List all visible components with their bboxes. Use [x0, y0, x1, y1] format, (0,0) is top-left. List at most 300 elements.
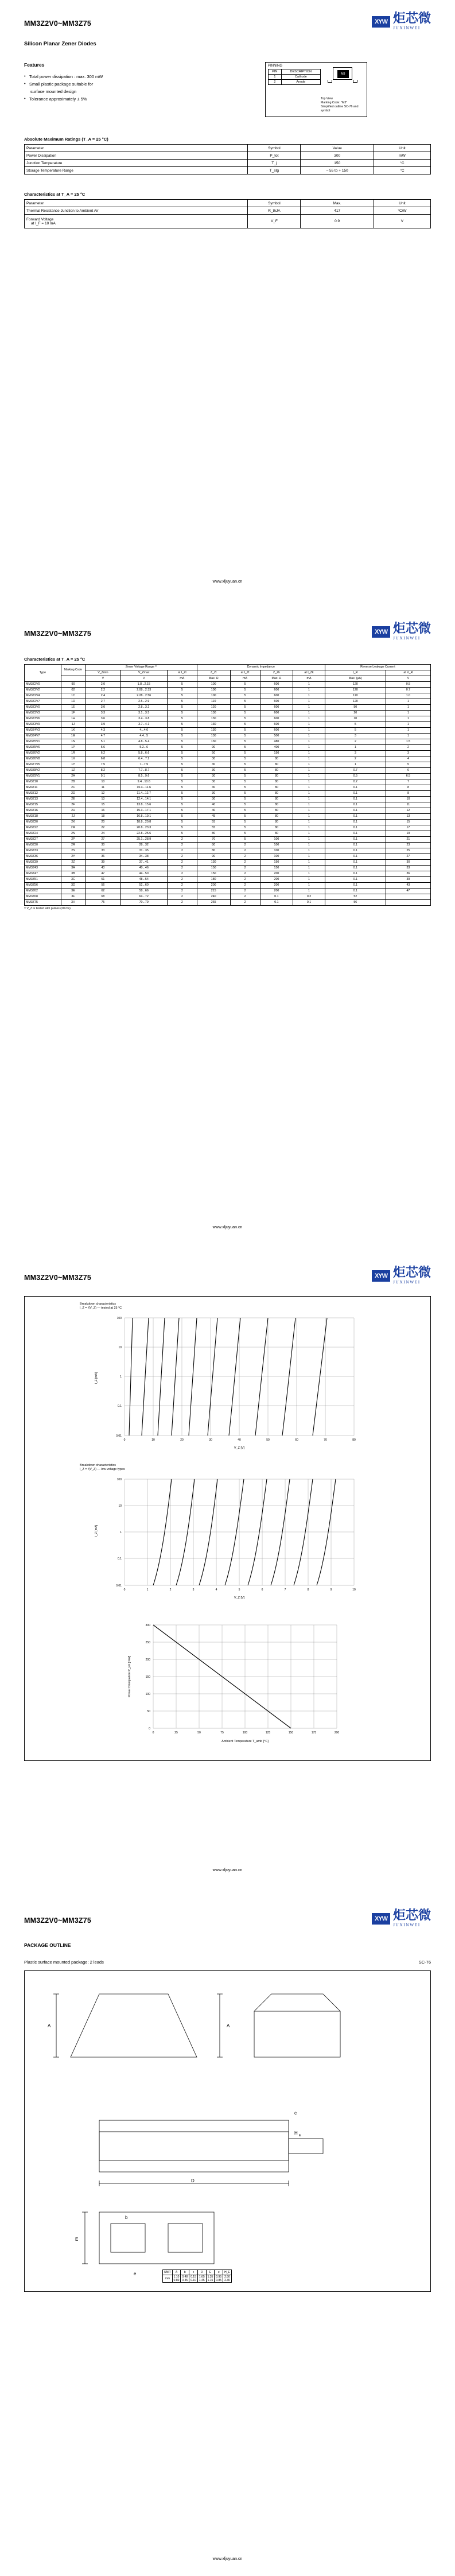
cell-value: 0.2: [293, 894, 325, 900]
table-row: [25, 814, 431, 820]
cell-value: 1: [293, 768, 325, 774]
cell-type: MM3Z16: [25, 808, 61, 814]
cell-type: MM3Z36: [25, 854, 61, 860]
cell-value: 0.1: [325, 837, 386, 843]
cell-unit: V: [374, 215, 430, 228]
svg-text:80: 80: [352, 1438, 356, 1442]
cell-value: 120: [325, 699, 386, 705]
cell-value: 5: [167, 739, 197, 745]
cell-value: 37...41: [120, 860, 167, 866]
unit-izt-cond: mA: [167, 676, 197, 682]
cell-value: 5: [230, 825, 260, 831]
unit-vzmin: V: [85, 676, 120, 682]
svg-text:150: 150: [145, 1675, 150, 1679]
col-symbol: Symbol: [248, 145, 301, 152]
cell-value: 1K: [61, 728, 85, 734]
cell-value: 47: [386, 889, 430, 894]
cell-value: 4.3: [85, 728, 120, 734]
cell-value: 150: [260, 860, 293, 866]
cell-value: 300: [301, 152, 374, 160]
table-row: [25, 848, 431, 854]
cell-value: 0.2: [325, 779, 386, 785]
chart-power-derating: [25, 1613, 430, 1757]
cell-value: 2: [167, 843, 197, 848]
page-title: MM3Z2V0~MM3Z75: [24, 630, 92, 638]
cell-value: 50: [197, 751, 230, 756]
svg-text:E: E: [75, 2237, 79, 2242]
unit-vr: V: [386, 676, 430, 682]
cell-value: 7: [386, 779, 430, 785]
list-item: [24, 95, 265, 103]
cell-value: 1: [293, 797, 325, 802]
cell-type: MM3Z5V1: [25, 739, 61, 745]
cell-value: 1: [293, 837, 325, 843]
svg-text:0: 0: [148, 1727, 150, 1731]
cell-value: 5: [167, 688, 197, 693]
cell-value: 1: [386, 705, 430, 711]
unit-izt: mA: [230, 676, 260, 682]
cell-value: 215: [197, 889, 230, 894]
cell-value: 2.4: [85, 693, 120, 699]
page-title: MM3Z2V0~MM3Z75: [24, 20, 92, 28]
cell-value: 62: [85, 889, 120, 894]
cell-value: 5: [230, 745, 260, 751]
cell-value: 33: [386, 866, 430, 871]
cell-type: MM3Z6V8: [25, 756, 61, 762]
cell-value: 1: [293, 843, 325, 848]
cell-value: 36: [386, 871, 430, 877]
cell-value: 11: [85, 785, 120, 791]
electrical-characteristics-body: [25, 682, 431, 906]
cell-value: 5.2...6: [120, 745, 167, 751]
table-row: [25, 756, 431, 762]
svg-text:40: 40: [237, 1438, 241, 1442]
cell-max: 417: [301, 207, 374, 215]
feature-text-2: Small plastic package suitable for: [29, 82, 94, 87]
table-row: [25, 791, 431, 797]
cell-value: 100: [197, 693, 230, 699]
cell-value: 600: [260, 705, 293, 711]
cell-value: 5: [230, 774, 260, 779]
cell-value: 5: [230, 705, 260, 711]
cell-type: MM3Z62: [25, 889, 61, 894]
cell-value: 0.7: [325, 768, 386, 774]
cell-value: 100: [260, 854, 293, 860]
cell-value: 5: [230, 779, 260, 785]
logo-chinese-name: 炬芯微: [392, 1266, 431, 1280]
unit-zzt: Max. Ω: [197, 676, 230, 682]
cell-value: 2: [167, 877, 197, 883]
chart3-ylabel: Power Dissipation P_tot [mW]: [127, 1655, 131, 1698]
company-logo: [372, 13, 431, 30]
cell-value: 4.7: [85, 734, 120, 739]
cell-value: 10: [325, 716, 386, 722]
package-drawing: [322, 67, 363, 83]
table-row: [25, 831, 431, 837]
sub-col-zzk: Z_Zk: [260, 670, 293, 676]
cell-value: 43: [386, 883, 430, 889]
cell-value: 3C: [61, 877, 85, 883]
cell-value: 2J: [61, 814, 85, 820]
cell-value: 40...46: [120, 866, 167, 871]
cell-value: 0.1: [325, 889, 386, 894]
electrical-characteristics-table: [24, 664, 431, 906]
cell-value: 31...35: [120, 848, 167, 854]
table-row: [25, 699, 431, 705]
cell-value: 2B: [61, 779, 85, 785]
cell-value: 1D: [61, 699, 85, 705]
cell-value: 80: [260, 768, 293, 774]
cell-value: 2: [230, 889, 260, 894]
cell-value: 2: [167, 894, 197, 900]
sub-col-izk: at I_Zk: [293, 670, 325, 676]
cell-value: 0.1: [325, 825, 386, 831]
chart2-svg: [84, 1473, 371, 1605]
dim-d: 1.65 1.45: [197, 2275, 206, 2283]
package-outline-svg: [25, 1971, 426, 2291]
col-value: Value: [301, 145, 374, 152]
svg-text:200: 200: [145, 1658, 150, 1662]
characteristics-table: [24, 199, 431, 228]
svg-text:50: 50: [197, 1731, 201, 1735]
list-item: [24, 73, 265, 80]
cell-value: 30: [85, 843, 120, 848]
cell-value: 80: [197, 831, 230, 837]
cell-value: 2S: [61, 848, 85, 854]
cell-value: 56: [85, 883, 120, 889]
cell-value: 30: [197, 762, 230, 768]
cell-type: MM3Z12: [25, 791, 61, 797]
cell-value: 130: [197, 728, 230, 734]
col-max: Max.: [301, 200, 374, 207]
cell-value: 5: [230, 831, 260, 837]
cell-type: MM3Z2V0: [25, 682, 61, 688]
cell-value: 3D: [61, 883, 85, 889]
cell-value: 25: [386, 848, 430, 854]
cell-value: 9.4...10.6: [120, 779, 167, 785]
cell-value: 1Y: [61, 762, 85, 768]
col-unit: Unit: [374, 145, 430, 152]
cell-type: MM3Z8V2: [25, 768, 61, 774]
abs-max-title: Absolute Maximum Ratings (T_A = 25 °C): [24, 137, 108, 142]
cell-value: 5: [167, 797, 197, 802]
pinning-label: PINNING: [268, 64, 283, 68]
svg-text:e: e: [134, 2271, 137, 2276]
cell-value: 2: [230, 843, 260, 848]
cell-type: MM3Z18: [25, 814, 61, 820]
cell-value: 5: [230, 688, 260, 693]
sub-col-vzmax: V_Zmax: [120, 670, 167, 676]
cell-value: 2: [386, 745, 430, 751]
cell-value: 80: [260, 831, 293, 837]
cell-value: 28...32: [120, 843, 167, 848]
cell-type: MM3Z20: [25, 820, 61, 825]
cell-value: 5: [167, 820, 197, 825]
dim-b: 0.48 0.35: [181, 2275, 189, 2283]
table-row: [25, 808, 431, 814]
logo-chinese-name: 炬芯微: [392, 11, 431, 26]
cell-value: 200: [260, 871, 293, 877]
cell-value: 21: [386, 837, 430, 843]
cell-unit: mW: [374, 152, 430, 160]
cell-value: 1: [293, 808, 325, 814]
svg-text:10: 10: [352, 1588, 356, 1592]
cell-value: 2.8...3.2: [120, 705, 167, 711]
cell-value: 5: [167, 825, 197, 831]
cell-value: 5: [230, 734, 260, 739]
chart1-xlabel: V_Z [V]: [234, 1446, 244, 1450]
cell-value: 80: [260, 756, 293, 762]
table-row: [25, 207, 431, 215]
cell-value: 1: [293, 802, 325, 808]
cell-value: [386, 900, 430, 906]
pin-col-header: DESCRIPTION: [281, 69, 320, 75]
table-row: [25, 843, 431, 848]
cell-value: 5: [230, 756, 260, 762]
big-table-footnote: ¹⁾ V_Z is tested with pulses (20 ms).: [24, 907, 72, 910]
cell-value: 600: [260, 716, 293, 722]
table-row: [25, 871, 431, 877]
cell-value: 100: [197, 688, 230, 693]
cell-value: 1: [293, 860, 325, 866]
cell-value: 5: [167, 768, 197, 774]
cell-value: 2: [230, 883, 260, 889]
cell-value: 0.5: [325, 774, 386, 779]
cell-value: 1X: [61, 756, 85, 762]
cell-value: 200: [260, 877, 293, 883]
svg-text:1: 1: [119, 1531, 122, 1534]
cell-value: 19: [386, 831, 430, 837]
cell-value: 5: [230, 711, 260, 716]
cell-value: 1: [293, 774, 325, 779]
package-body: [333, 67, 352, 80]
cell-value: 5: [167, 779, 197, 785]
footer-url: www.xljuyuan.cn: [212, 1225, 243, 1229]
table-row: [25, 215, 431, 228]
cell-value: 1: [293, 820, 325, 825]
footer-url: www.xljuyuan.cn: [212, 1868, 243, 1872]
cell-value: 5: [167, 831, 197, 837]
table-row: [25, 866, 431, 871]
cell-type: MM3Z56: [25, 883, 61, 889]
company-logo: [372, 1910, 431, 1927]
cell-value: 5: [230, 802, 260, 808]
cell-value: 5: [167, 711, 197, 716]
cell-value: 2.0: [85, 682, 120, 688]
cell-value: 3.6: [85, 716, 120, 722]
cell-value: 80: [260, 785, 293, 791]
svg-text:7: 7: [284, 1588, 286, 1592]
cell-value: 1: [386, 728, 430, 734]
table-row: [25, 889, 431, 894]
cell-value: 1: [386, 699, 430, 705]
cell-value: 6.8: [85, 756, 120, 762]
chart2-ylabel: I_Z [mA]: [94, 1524, 98, 1537]
cell-value: 1: [293, 814, 325, 820]
cell-value: 1N: [61, 739, 85, 745]
cell-parameter: [25, 215, 248, 228]
cell-value: 0.1: [260, 900, 293, 906]
cell-value: 2A: [61, 774, 85, 779]
document-header: [24, 1897, 431, 1927]
forward-voltage-label: Forward Voltage: [26, 217, 54, 222]
cell-value: 1: [293, 779, 325, 785]
svg-text:D: D: [191, 2178, 195, 2183]
cell-value: 80: [260, 779, 293, 785]
svg-text:25: 25: [174, 1731, 178, 1735]
table-row: [25, 802, 431, 808]
cell-value: 1: [386, 734, 430, 739]
cell-value: 400: [260, 745, 293, 751]
cell-value: 48...54: [120, 877, 167, 883]
cell-value: 58...66: [120, 889, 167, 894]
features-block: [24, 62, 265, 117]
cell-value: [386, 894, 430, 900]
table-row: [25, 883, 431, 889]
cell-value: 1: [293, 877, 325, 883]
svg-text:60: 60: [294, 1438, 298, 1442]
cell-value: 2.2: [85, 688, 120, 693]
cell-value: 3B: [61, 871, 85, 877]
cell-parameter: Storage Temperature Range: [25, 167, 248, 174]
cell-value: 2: [167, 889, 197, 894]
cell-value: 2: [230, 866, 260, 871]
cell-value: 55: [197, 820, 230, 825]
unit-marking: [61, 676, 85, 682]
svg-text:125: 125: [265, 1731, 270, 1735]
cell-value: 2: [167, 848, 197, 854]
cell-value: 1: [293, 699, 325, 705]
cell-value: 5: [230, 820, 260, 825]
cell-value: 5.1: [85, 739, 120, 745]
cell-type: MM3Z51: [25, 877, 61, 883]
cell-value: 1: [293, 722, 325, 728]
cell-value: 30: [197, 797, 230, 802]
cell-value: 120: [325, 688, 386, 693]
cell-value: 5: [325, 728, 386, 734]
col-parameter: Parameter: [25, 200, 248, 207]
cell-value: 1C: [61, 693, 85, 699]
big-table-title: Characteristics at T_A = 25 °C: [24, 657, 85, 662]
cell-value: 1: [293, 762, 325, 768]
cell-value: 600: [260, 711, 293, 716]
table-row: [25, 837, 431, 843]
cell-symbol: T_j: [248, 160, 301, 167]
chart3-xlabel: Ambient Temperature T_amb [°C]: [221, 1740, 269, 1743]
cell-value: 30: [197, 774, 230, 779]
cell-value: 5: [325, 722, 386, 728]
svg-text:0: 0: [123, 1438, 125, 1442]
package-notes: [321, 97, 367, 113]
col-parameter: Parameter: [25, 145, 248, 152]
table-row: [25, 877, 431, 883]
cell-value: 0.1: [325, 820, 386, 825]
cell-value: 6.5: [386, 774, 430, 779]
svg-text:10: 10: [118, 1504, 122, 1508]
cell-value: 2E: [61, 797, 85, 802]
cell-value: 25.1...28.9: [120, 837, 167, 843]
cell-value: 12.4...14.1: [120, 797, 167, 802]
logo-english-name: JUXINWEI: [392, 635, 421, 641]
cell-symbol: T_stg: [248, 167, 301, 174]
cell-value: 0.1: [325, 854, 386, 860]
cell-value: 39: [386, 877, 430, 883]
cell-unit: °C/W: [374, 207, 430, 215]
cell-value: 15.3...17.1: [120, 808, 167, 814]
cell-value: 2: [230, 860, 260, 866]
package-description: Plastic surface mounted package; 2 leads: [24, 1960, 104, 1965]
cell-value: 1: [386, 711, 430, 716]
chart2-plot: [84, 1473, 371, 1605]
table-row: [25, 900, 431, 906]
cell-value: 5: [230, 739, 260, 745]
cell-value: 75: [85, 900, 120, 906]
chart1-title: Breakdown characteristics: [80, 1302, 116, 1306]
cell-value: 150: [301, 160, 374, 167]
cell-value: 80: [197, 843, 230, 848]
cell-value: 2: [230, 854, 260, 860]
table-row: [25, 894, 431, 900]
cell-type: MM3Z4V3: [25, 728, 61, 734]
logo-chinese-name: 炬芯微: [392, 1908, 431, 1923]
cell-value: 0.1: [325, 883, 386, 889]
svg-text:75: 75: [220, 1731, 224, 1735]
cell-value: 16.8...19.1: [120, 814, 167, 820]
dim-unit: mm: [163, 2275, 173, 2283]
cell-value: 150: [197, 871, 230, 877]
dim-col-c: c: [189, 2270, 198, 2275]
table-row: [25, 152, 431, 160]
col-symbol: Symbol: [248, 200, 301, 207]
table-row: [269, 80, 321, 85]
cell-value: 2K: [61, 820, 85, 825]
cell-value: 5: [167, 716, 197, 722]
table-row: [25, 779, 431, 785]
cell-value: 2: [230, 848, 260, 854]
cell-type: MM3Z13: [25, 797, 61, 802]
cell-value: 0.5: [386, 682, 430, 688]
cell-value: 0.1: [325, 814, 386, 820]
cell-value: 34...38: [120, 854, 167, 860]
cell-value: 3F: [61, 894, 85, 900]
cell-value: 1: [293, 739, 325, 745]
table-row: [25, 785, 431, 791]
cell-value: 40: [197, 808, 230, 814]
cell-value: 240: [197, 894, 230, 900]
table-row: [25, 768, 431, 774]
svg-text:20: 20: [180, 1438, 184, 1442]
svg-text:30: 30: [208, 1438, 212, 1442]
dim-col-unit: UNIT: [163, 2270, 173, 2275]
cell-value: 1: [386, 722, 430, 728]
cell-value: 4.4...5: [120, 734, 167, 739]
cell-value: 1: [293, 883, 325, 889]
cell-type: MM3Z68: [25, 894, 61, 900]
cell-value: 1F: [61, 711, 85, 716]
table-row: [25, 854, 431, 860]
cell-unit: °C: [374, 160, 430, 167]
cell-value: 1: [293, 688, 325, 693]
svg-text:4: 4: [215, 1588, 217, 1592]
dim-he: 2.50 2.30: [223, 2275, 232, 2283]
cell-value: 7.5: [85, 762, 120, 768]
cell-value: 1: [325, 745, 386, 751]
cell-symbol: R_thJA: [248, 207, 301, 215]
cell-value: 0.1: [325, 831, 386, 837]
cell-value: 51: [85, 877, 120, 883]
table-row: [25, 820, 431, 825]
pin-number: 2: [269, 80, 282, 85]
